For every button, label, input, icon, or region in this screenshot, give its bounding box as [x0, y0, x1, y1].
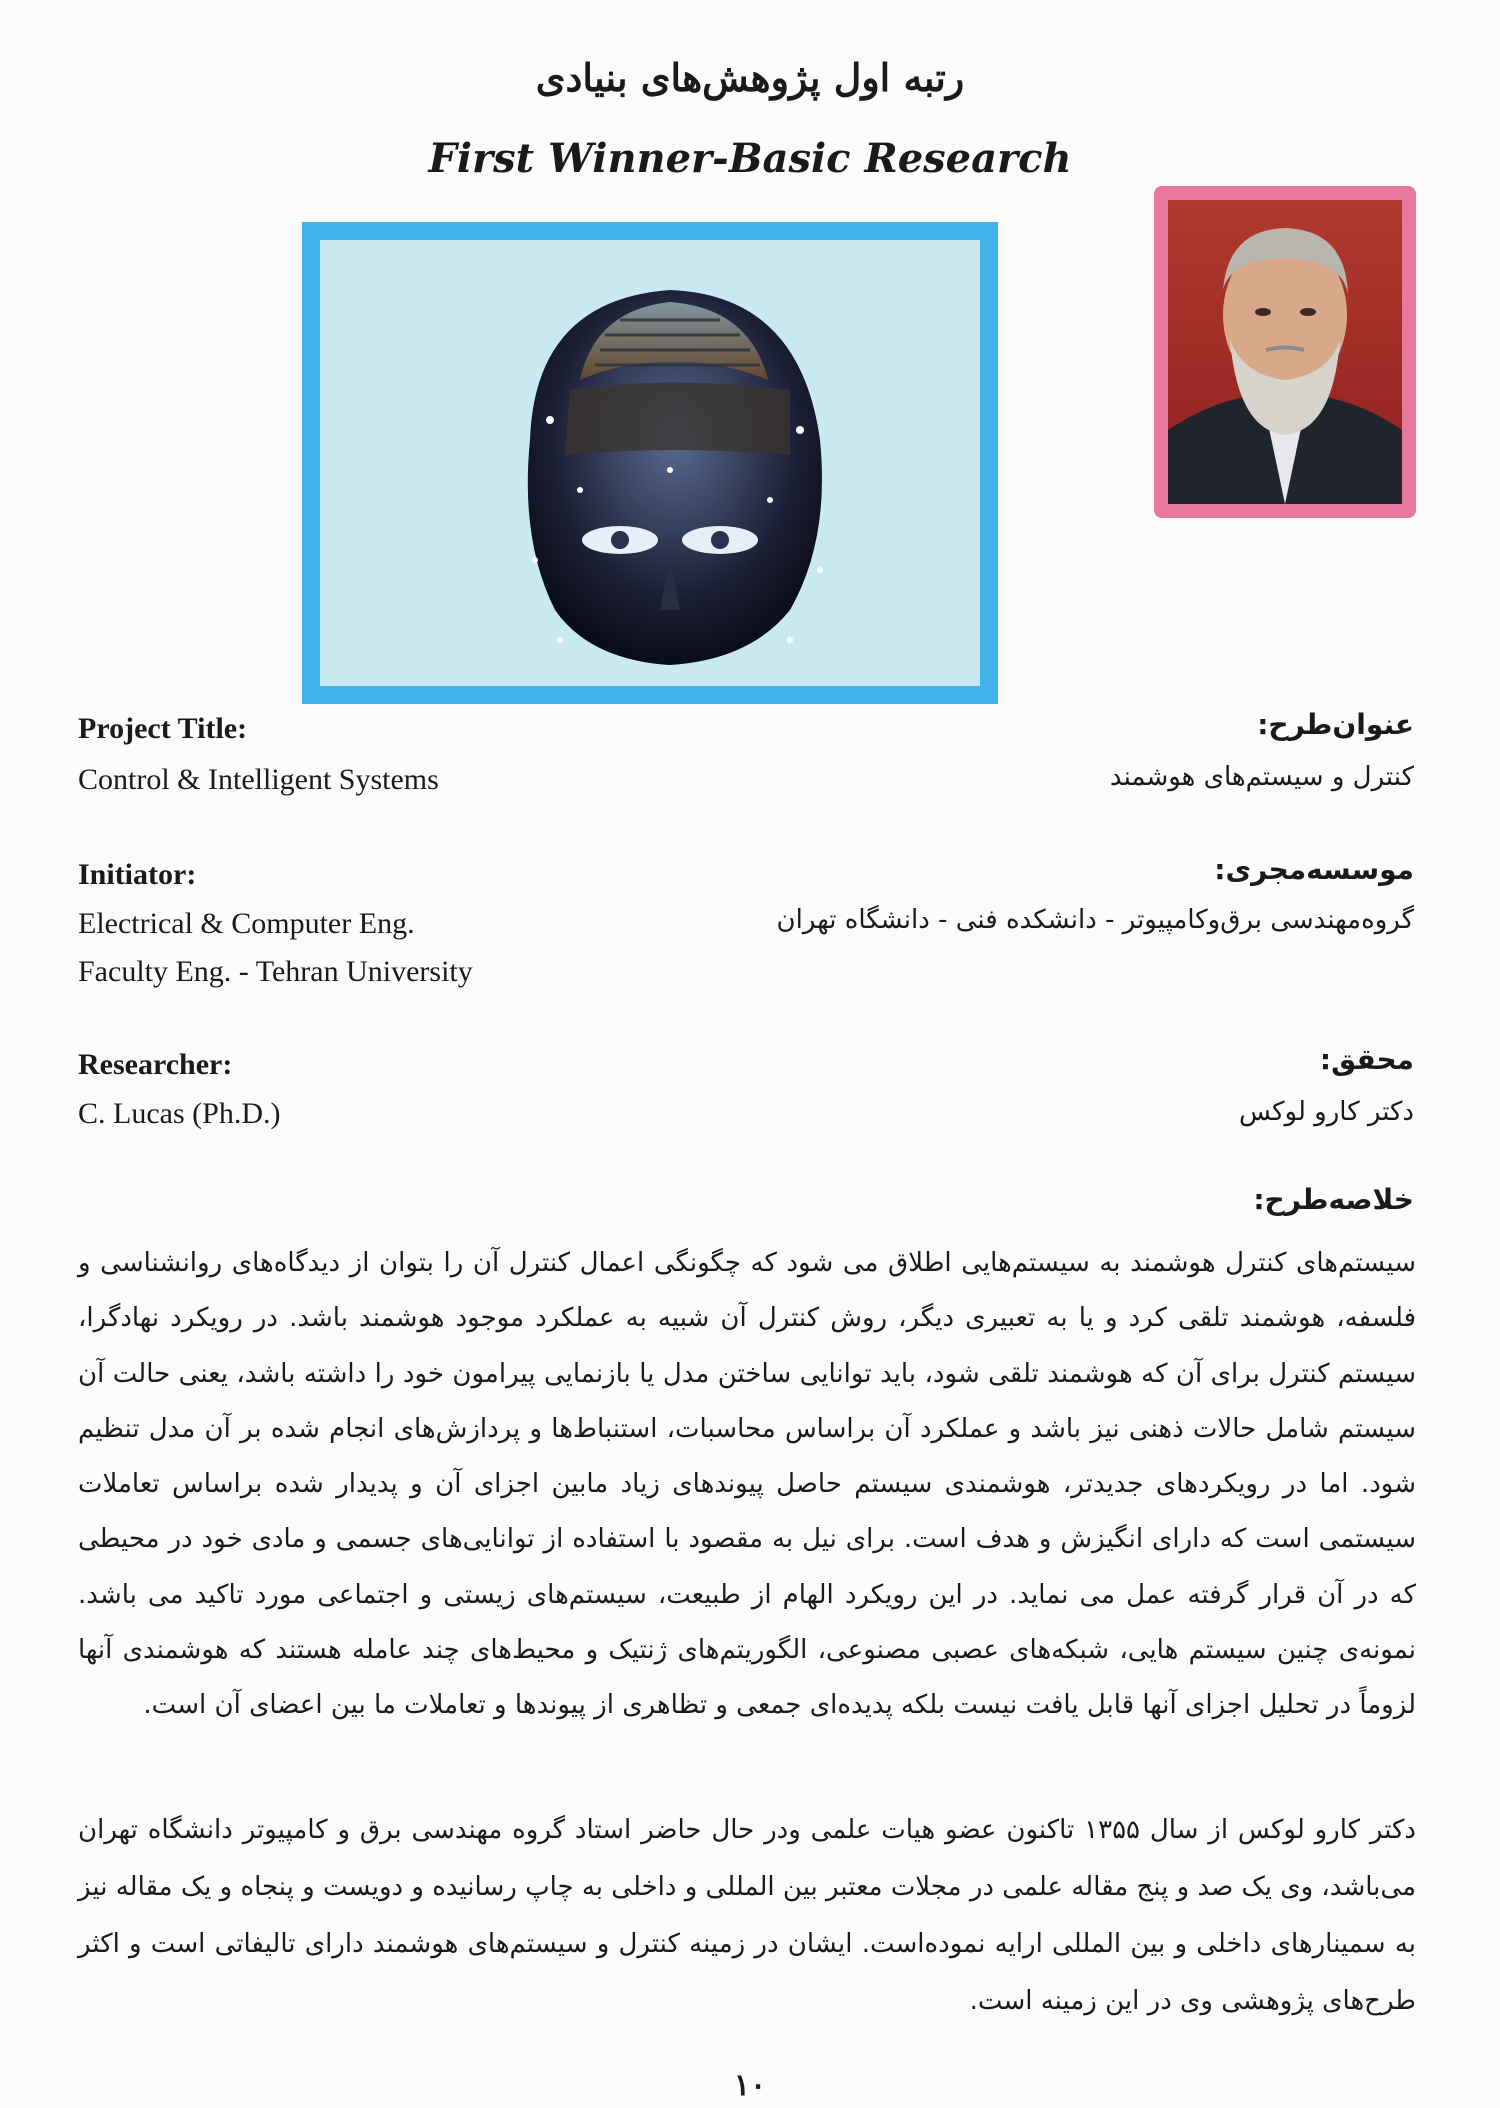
researcher-bio: دکتر کارو لوکس از سال ۱۳۵۵ تاکنون عضو هیات علمی ودر حال حاضر استاد گروه مهندسی برق و کامپیوتر دانشگاه تهران می‌باشد، وی یک صد و پنج مقاله علمی در مجلات معتبر بین المللی و داخلی به چاپ رسانیده و دویست و پنجاه و یک مقاله نیز به سمینارهای داخلی و بین المللی ارایه نموده‌است. ایشان در زمینه کنترل و سیستم‌های هوشمند دارای تالیفاتی است و اکثر طرح‌های پژوهشی وی در این زمینه است. [78, 1815, 1417, 2016]
brain-illustration [302, 222, 998, 704]
project-title-label-en: Project Title: [78, 712, 248, 745]
researcher-value-fa: دکتر کارو لوکس [1239, 1097, 1414, 1127]
page-title-fa: رتبه اول پژوهش‌های بنیادی [535, 55, 965, 100]
initiator-value-fa: گروه‌مهندسی برق‌وکامپیوتر - دانشکده فنی - دانشگاه تهران [776, 905, 1414, 935]
page-number: ۱۰ [733, 2068, 767, 2103]
project-title-value-en: Control & Intelligent Systems [78, 763, 439, 796]
summary-label-fa: خلاصه‌طرح: [1253, 1183, 1414, 1216]
page-title-en: First Winner-Basic Research [428, 135, 1072, 182]
researcher-value-en: C. Lucas (Ph.D.) [78, 1097, 281, 1130]
circuit-head-icon [320, 240, 980, 686]
initiator-label-en: Initiator: [78, 858, 197, 891]
initiator-label-fa: موسسه‌مجری: [1214, 853, 1414, 886]
initiator-value-en-line1: Electrical & Computer Eng. [78, 907, 415, 940]
project-title-label-fa: عنوان‌طرح: [1257, 708, 1414, 741]
researcher-label-en: Researcher: [78, 1048, 233, 1081]
researcher-portrait [1154, 186, 1416, 518]
summary-body [78, 1236, 1416, 1734]
person-portrait-icon [1168, 200, 1402, 504]
project-title-value-fa: کنترل و سیستم‌های هوشمند [1109, 762, 1414, 792]
summary-paragraph: سیستم‌های کنترل هوشمند به سیستم‌هایی اطلاق می شود که چگونگی اعمال کنترل آن را بتوان از دیدگاه‌های روانشناسی و فلسفه، هوشمند تلقی کرد و یا به تعبیری دیگر، روش کنترل آن شبیه به عملکرد موجود هوشمند باشد. در رویکرد نهادگرا، سیستم کنترل برای آن که هوشمند تلقی شود، باید توانایی ساختن مدل یا بازنمایی پیرامون خود را داشته باشد، یعنی حالت آن سیستم شامل حالات ذهنی نیز باشد و عملکرد آن براساس محاسبات، استنباط‌ها و پردازش‌های انجام شده بر آن مدل تنظیم شود. اما در رویکردهای جدیدتر، هوشمندی سیستم حاصل پیوندهای زیاد مابین اجزای آن و پدیدار شده براساس تعاملات سیستمی است که دارای انگیزش و هدف است. برای نیل به مقصود با استفاده از توانایی‌های جسمی و مادی خود در محیطی که در آن قرار گرفته عمل می نماید. در این رویکرد الهام از طبیعت، سیستم‌های زیستی و اجتماعی مورد تاکید می باشد. نمونه‌ی چنین سیستم هایی، شبکه‌های عصبی مصنوعی، الگوریتم‌های ژنتیک و محیط‌های چند عامله هستند که هوشمندی آنها لزوماً در تحلیل اجزای آنها قابل یافت نیست بلکه پدیده‌ای جمعی و تظاهری از پیوندها و تعاملات ما بین اعضای آن است. [78, 1248, 1416, 1721]
initiator-value-en-line2: Faculty Eng. - Tehran University [78, 955, 473, 988]
researcher-label-fa: محقق: [1319, 1043, 1414, 1076]
